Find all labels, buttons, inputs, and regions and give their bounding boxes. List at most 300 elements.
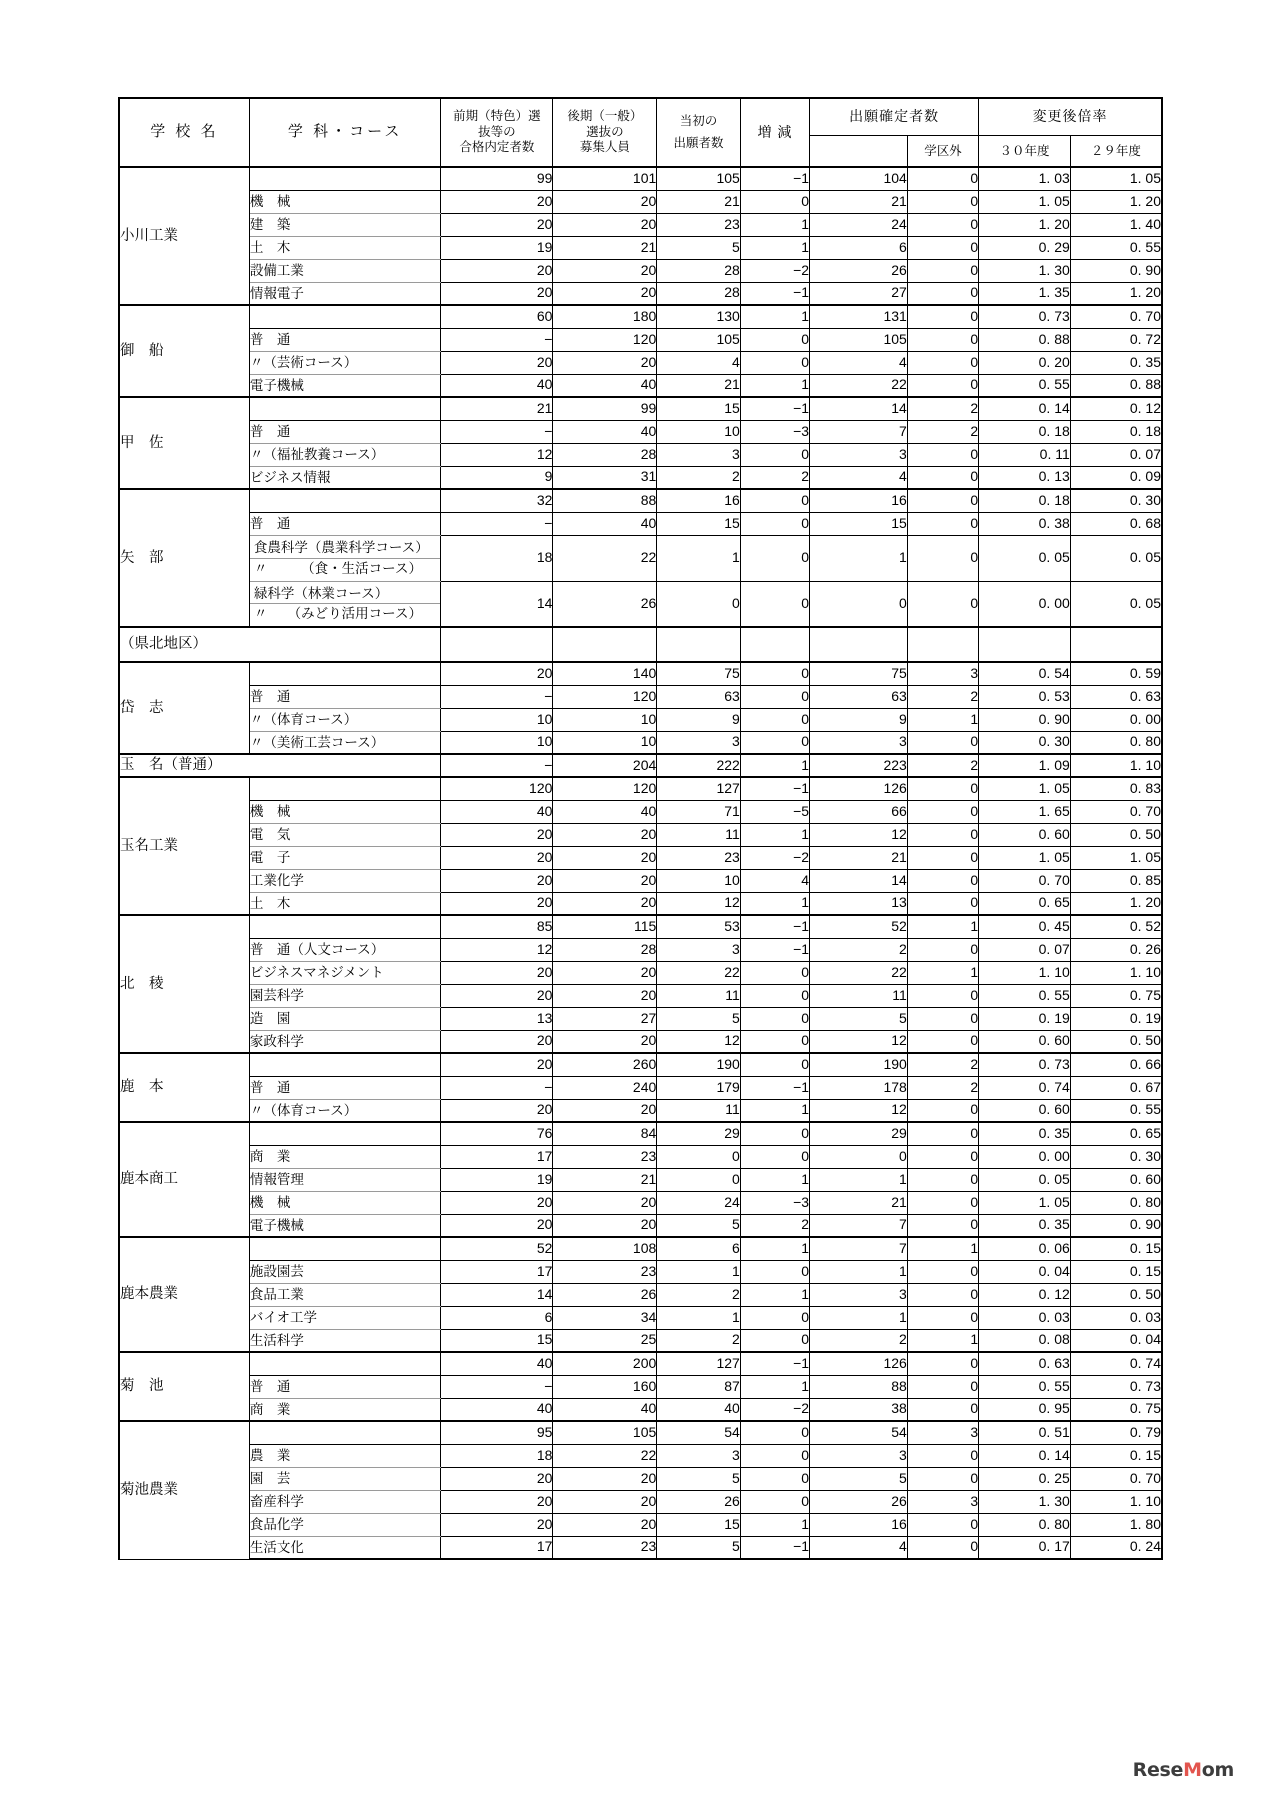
kouki-value: 20 [553, 892, 657, 915]
kouki-value: 101 [553, 167, 657, 190]
change-value: 1 [740, 823, 809, 846]
zenki-value: 19 [441, 1168, 553, 1191]
confirmed-value: 16 [810, 489, 908, 512]
ratio-h30-value: 0. 80 [979, 1513, 1071, 1536]
course-name-cell: 土 木 [249, 236, 440, 259]
kouki-value: 21 [553, 1168, 657, 1191]
zenki-value: 20 [441, 213, 553, 236]
region-blank-h30 [979, 627, 1071, 662]
ratio-h29-value: 0. 05 [1070, 581, 1162, 627]
course-name-cell: 〃（体育コース） [249, 708, 440, 731]
outside-district-value: 0 [907, 1536, 978, 1559]
region-blank-tousho [657, 627, 741, 662]
change-value: −1 [740, 938, 809, 961]
header-zenki: 前期（特色）選 抜等の 合格内定者数 [441, 98, 553, 167]
ratio-h29-value: 0. 73 [1070, 1375, 1162, 1398]
table-row [119, 1513, 1162, 1536]
change-value: 0 [740, 708, 809, 731]
initial-applicants-value: 0 [657, 1168, 741, 1191]
kouki-value: 26 [553, 1283, 657, 1306]
course-name-cell: 畜産科学 [249, 1490, 440, 1513]
school-total-course-blank [249, 1352, 440, 1375]
confirmed-value: 7 [810, 420, 908, 443]
ratio-h30-value: 1. 20 [979, 213, 1071, 236]
zenki-value: 14 [441, 581, 553, 627]
ratio-h29-value: 0. 65 [1070, 1122, 1162, 1145]
table-row [119, 1444, 1162, 1467]
table-row [119, 915, 1162, 938]
table-row [119, 1329, 1162, 1352]
ratio-h29-value: 0. 15 [1070, 1260, 1162, 1283]
kouki-value: 20 [553, 259, 657, 282]
course-name-cell: 普 通 [249, 1076, 440, 1099]
kouki-value: 23 [553, 1145, 657, 1168]
header-ratio-group: 変更後倍率 [979, 98, 1162, 136]
header-kouki: 後期（一般） 選抜の 募集人員 [553, 98, 657, 167]
table-row [119, 512, 1162, 535]
table-row [119, 662, 1162, 685]
course-name-cell: バイオ工学 [249, 1306, 440, 1329]
course-name-cell: 情報電子 [249, 282, 440, 305]
ratio-h29-value: 0. 19 [1070, 1007, 1162, 1030]
ratio-h29-value: 0. 90 [1070, 259, 1162, 282]
initial-applicants-value: 127 [657, 777, 741, 800]
confirmed-value: 126 [810, 777, 908, 800]
ratio-h29-value: 0. 88 [1070, 374, 1162, 397]
outside-district-value: 0 [907, 1398, 978, 1421]
confirmed-value: 104 [810, 167, 908, 190]
kouki-value: 31 [553, 466, 657, 489]
outside-district-value: 0 [907, 535, 978, 581]
table-row [119, 420, 1162, 443]
course-line-2: 〃 （みどり活用コース） [253, 606, 422, 622]
zenki-value: 10 [441, 708, 553, 731]
ratio-h29-value: 0. 18 [1070, 420, 1162, 443]
header-change: 増 減 [740, 98, 809, 167]
confirmed-value: 1 [810, 1168, 908, 1191]
table-row [119, 961, 1162, 984]
confirmed-value: 105 [810, 328, 908, 351]
school-name-cell: 菊 池 [119, 1352, 249, 1421]
initial-applicants-value: 2 [657, 1283, 741, 1306]
confirmed-value: 54 [810, 1421, 908, 1444]
initial-applicants-value: 6 [657, 1237, 741, 1260]
initial-applicants-value: 21 [657, 190, 741, 213]
zenki-value: 12 [441, 443, 553, 466]
initial-applicants-value: 23 [657, 213, 741, 236]
course-name-cell: 普 通（人文コース） [249, 938, 440, 961]
ratio-h30-value: 0. 14 [979, 397, 1071, 420]
course-name-cell: 園芸科学 [249, 984, 440, 1007]
outside-district-value: 0 [907, 938, 978, 961]
kouki-value: 204 [553, 754, 657, 777]
outside-district-value: 0 [907, 1513, 978, 1536]
change-value: −1 [740, 167, 809, 190]
outside-district-value: 0 [907, 800, 978, 823]
initial-applicants-value: 75 [657, 662, 741, 685]
change-value: 0 [740, 984, 809, 1007]
ratio-h30-value: 0. 14 [979, 1444, 1071, 1467]
school-name-cell: 岱 志 [119, 662, 249, 754]
initial-applicants-value: 23 [657, 846, 741, 869]
ratio-h29-value: 0. 68 [1070, 512, 1162, 535]
confirmed-value: 1 [810, 535, 908, 581]
school-total-course-blank [249, 1237, 440, 1260]
kouki-value: 20 [553, 846, 657, 869]
initial-applicants-value: 3 [657, 443, 741, 466]
kouki-value: 25 [553, 1329, 657, 1352]
initial-applicants-value: 24 [657, 1191, 741, 1214]
ratio-h29-value: 0. 60 [1070, 1168, 1162, 1191]
outside-district-value: 0 [907, 1099, 978, 1122]
initial-applicants-value: 2 [657, 466, 741, 489]
ratio-h29-value: 0. 50 [1070, 823, 1162, 846]
table-row [119, 1007, 1162, 1030]
kouki-value: 20 [553, 1513, 657, 1536]
zenki-value: 40 [441, 1398, 553, 1421]
school-total-course-blank [249, 1053, 440, 1076]
kouki-value: 20 [553, 869, 657, 892]
initial-applicants-value: 22 [657, 961, 741, 984]
confirmed-value: 223 [810, 754, 908, 777]
outside-district-value: 0 [907, 1444, 978, 1467]
change-value: 0 [740, 512, 809, 535]
ratio-h29-value: 0. 35 [1070, 351, 1162, 374]
initial-applicants-value: 3 [657, 1444, 741, 1467]
change-value: −1 [740, 397, 809, 420]
initial-applicants-value: 222 [657, 754, 741, 777]
course-name-cell: 建 築 [249, 213, 440, 236]
header-course-name: 学 科・コース [249, 98, 440, 167]
outside-district-value: 2 [907, 754, 978, 777]
outside-district-value: 0 [907, 351, 978, 374]
ratio-h29-value: 1. 20 [1070, 282, 1162, 305]
region-blank-kakutei [810, 627, 908, 662]
course-name-cell: 機 械 [249, 190, 440, 213]
change-value: 1 [740, 236, 809, 259]
ratio-h30-value: 0. 73 [979, 1053, 1071, 1076]
zenki-value: 20 [441, 662, 553, 685]
outside-district-value: 0 [907, 1030, 978, 1053]
confirmed-value: 12 [810, 1030, 908, 1053]
table-row [119, 328, 1162, 351]
zenki-value: 20 [441, 869, 553, 892]
school-total-course-blank [249, 305, 440, 328]
header-initial-applicants: 当初の 出願者数 [657, 98, 741, 167]
initial-applicants-value: 3 [657, 938, 741, 961]
change-value: 0 [740, 961, 809, 984]
confirmed-value: 2 [810, 1329, 908, 1352]
change-value: 2 [740, 466, 809, 489]
outside-district-value: 2 [907, 397, 978, 420]
table-row [119, 259, 1162, 282]
change-value: 1 [740, 892, 809, 915]
confirmed-value: 21 [810, 846, 908, 869]
header-row-1 [119, 98, 1162, 136]
kouki-value: 28 [553, 443, 657, 466]
change-value: −5 [740, 800, 809, 823]
course-name-cell: 工業化学 [249, 869, 440, 892]
outside-district-value: 0 [907, 1352, 978, 1375]
header-confirmed-applicants: 出願確定者数 [810, 98, 979, 136]
confirmed-value: 3 [810, 731, 908, 754]
kouki-value: 26 [553, 581, 657, 627]
ratio-h30-value: 1. 35 [979, 282, 1071, 305]
table-row [119, 1168, 1162, 1191]
ratio-h30-value: 0. 95 [979, 1398, 1071, 1421]
change-value: 1 [740, 213, 809, 236]
zenki-value: − [441, 1375, 553, 1398]
ratio-h30-value: 0. 04 [979, 1260, 1071, 1283]
outside-district-value: 3 [907, 1490, 978, 1513]
kouki-value: 240 [553, 1076, 657, 1099]
ratio-h30-value: 0. 51 [979, 1421, 1071, 1444]
table-row [119, 754, 1162, 777]
initial-applicants-value: 10 [657, 869, 741, 892]
outside-district-value: 0 [907, 984, 978, 1007]
zenki-value: 120 [441, 777, 553, 800]
kouki-value: 20 [553, 961, 657, 984]
table-row [119, 938, 1162, 961]
ratio-h29-value: 0. 79 [1070, 1421, 1162, 1444]
ratio-h29-value: 0. 15 [1070, 1444, 1162, 1467]
kouki-value: 105 [553, 1421, 657, 1444]
kouki-value: 200 [553, 1352, 657, 1375]
course-name-cell: ビジネスマネジメント [249, 961, 440, 984]
course-name-cell: 施設園芸 [249, 1260, 440, 1283]
ratio-h29-value: 0. 74 [1070, 1352, 1162, 1375]
change-value: 0 [740, 731, 809, 754]
school-name-cell: 鹿本商工 [119, 1122, 249, 1237]
ratio-h29-value: 0. 50 [1070, 1030, 1162, 1053]
ratio-h30-value: 0. 60 [979, 1030, 1071, 1053]
confirmed-value: 3 [810, 443, 908, 466]
initial-applicants-value: 63 [657, 685, 741, 708]
outside-district-value: 3 [907, 662, 978, 685]
table-row [119, 1076, 1162, 1099]
initial-applicants-value: 87 [657, 1375, 741, 1398]
course-name-cell: 土 木 [249, 892, 440, 915]
school-total-course-blank [249, 915, 440, 938]
zenki-value: 17 [441, 1536, 553, 1559]
ratio-h30-value: 0. 29 [979, 236, 1071, 259]
course-name-cell: 普 通 [249, 420, 440, 443]
initial-applicants-value: 130 [657, 305, 741, 328]
initial-applicants-value: 1 [657, 1306, 741, 1329]
change-value: 0 [740, 685, 809, 708]
zenki-value: 60 [441, 305, 553, 328]
initial-applicants-value: 40 [657, 1398, 741, 1421]
table-body [119, 167, 1162, 1559]
change-value: 1 [740, 1237, 809, 1260]
initial-applicants-value: 71 [657, 800, 741, 823]
zenki-value: 40 [441, 800, 553, 823]
table-row [119, 777, 1162, 800]
kouki-value: 84 [553, 1122, 657, 1145]
change-value: 4 [740, 869, 809, 892]
confirmed-value: 26 [810, 1490, 908, 1513]
ratio-h30-value: 0. 00 [979, 581, 1071, 627]
change-value: 1 [740, 305, 809, 328]
course-name-cell: 普 通 [249, 685, 440, 708]
kouki-value: 23 [553, 1536, 657, 1559]
initial-applicants-value: 0 [657, 581, 741, 627]
course-name-cell: 〃（美術工芸コース） [249, 731, 440, 754]
outside-district-value: 2 [907, 685, 978, 708]
ratio-h29-value: 0. 59 [1070, 662, 1162, 685]
outside-district-value: 0 [907, 443, 978, 466]
outside-district-value: 2 [907, 420, 978, 443]
initial-applicants-value: 5 [657, 1536, 741, 1559]
zenki-value: 12 [441, 938, 553, 961]
ratio-h29-value: 0. 70 [1070, 1467, 1162, 1490]
outside-district-value: 0 [907, 581, 978, 627]
table-row [119, 236, 1162, 259]
table-row [119, 1122, 1162, 1145]
ratio-h30-value: 0. 13 [979, 466, 1071, 489]
zenki-value: − [441, 328, 553, 351]
zenki-value: 14 [441, 1283, 553, 1306]
ratio-h29-value: 0. 80 [1070, 731, 1162, 754]
course-name-cell: 家政科学 [249, 1030, 440, 1053]
course-name-cell: 普 通 [249, 512, 440, 535]
initial-applicants-value: 127 [657, 1352, 741, 1375]
course-name-cell: 設備工業 [249, 259, 440, 282]
header-outside-district: 学区外 [907, 136, 978, 168]
confirmed-value: 88 [810, 1375, 908, 1398]
ratio-h30-value: 0. 35 [979, 1214, 1071, 1237]
outside-district-value: 2 [907, 1053, 978, 1076]
ratio-h29-value: 0. 26 [1070, 938, 1162, 961]
initial-applicants-value: 1 [657, 1260, 741, 1283]
header-year-h30: ３０年度 [979, 136, 1071, 168]
initial-applicants-value: 105 [657, 328, 741, 351]
confirmed-value: 131 [810, 305, 908, 328]
initial-applicants-value: 12 [657, 1030, 741, 1053]
ratio-h30-value: 0. 07 [979, 938, 1071, 961]
change-value: −1 [740, 777, 809, 800]
school-total-course-blank [249, 397, 440, 420]
change-value: 1 [740, 1513, 809, 1536]
table-row [119, 685, 1162, 708]
table-row [119, 1053, 1162, 1076]
initial-applicants-value: 15 [657, 1513, 741, 1536]
ratio-h29-value: 0. 30 [1070, 1145, 1162, 1168]
confirmed-value: 1 [810, 1306, 908, 1329]
zenki-value: 6 [441, 1306, 553, 1329]
table-row [119, 489, 1162, 512]
initial-applicants-value: 10 [657, 420, 741, 443]
table-row [119, 282, 1162, 305]
table-row [119, 869, 1162, 892]
ratio-h30-value: 0. 08 [979, 1329, 1071, 1352]
ratio-h29-value: 0. 80 [1070, 1191, 1162, 1214]
initial-applicants-value: 15 [657, 397, 741, 420]
change-value: 1 [740, 1375, 809, 1398]
table-row [119, 1375, 1162, 1398]
ratio-h30-value: 0. 60 [979, 823, 1071, 846]
kouki-value: 20 [553, 1099, 657, 1122]
ratio-h29-value: 1. 10 [1070, 1490, 1162, 1513]
course-name-cell: 〃（体育コース） [249, 1099, 440, 1122]
school-total-course-blank [249, 777, 440, 800]
initial-applicants-value: 1 [657, 535, 741, 581]
ratio-h30-value: 1. 65 [979, 800, 1071, 823]
course-name-cell: 商 業 [249, 1145, 440, 1168]
kouki-value: 108 [553, 1237, 657, 1260]
change-value: 2 [740, 1214, 809, 1237]
confirmed-value: 38 [810, 1398, 908, 1421]
confirmed-value: 13 [810, 892, 908, 915]
zenki-value: 20 [441, 1191, 553, 1214]
outside-district-value: 0 [907, 374, 978, 397]
outside-district-value: 0 [907, 731, 978, 754]
header-year-h29: ２９年度 [1070, 136, 1162, 168]
confirmed-value: 22 [810, 374, 908, 397]
kouki-value: 20 [553, 823, 657, 846]
change-value: 0 [740, 1145, 809, 1168]
course-name-cell: 生活文化 [249, 1536, 440, 1559]
ratio-h30-value: 0. 88 [979, 328, 1071, 351]
zenki-value: 76 [441, 1122, 553, 1145]
confirmed-value: 21 [810, 190, 908, 213]
kouki-value: 260 [553, 1053, 657, 1076]
zenki-value: 9 [441, 466, 553, 489]
kouki-value: 40 [553, 374, 657, 397]
ratio-h29-value: 0. 85 [1070, 869, 1162, 892]
ratio-h30-value: 1. 03 [979, 167, 1071, 190]
ratio-h29-value: 0. 05 [1070, 535, 1162, 581]
ratio-h30-value: 0. 17 [979, 1536, 1071, 1559]
course-name-cell: 〃（福祉教養コース） [249, 443, 440, 466]
zenki-value: 17 [441, 1145, 553, 1168]
ratio-h30-value: 0. 70 [979, 869, 1071, 892]
region-blank-zougen [740, 627, 809, 662]
confirmed-value: 63 [810, 685, 908, 708]
ratio-h29-value: 1. 40 [1070, 213, 1162, 236]
ratio-h30-value: 0. 55 [979, 984, 1071, 1007]
change-value: 0 [740, 662, 809, 685]
change-value: −2 [740, 846, 809, 869]
ratio-h29-value: 0. 00 [1070, 708, 1162, 731]
course-name-cell: 生活科学 [249, 1329, 440, 1352]
confirmed-value: 3 [810, 1444, 908, 1467]
table-row [119, 1260, 1162, 1283]
kouki-value: 20 [553, 1030, 657, 1053]
kouki-value: 120 [553, 685, 657, 708]
course-name-cell: 〃（芸術コース） [249, 351, 440, 374]
change-value: 0 [740, 1421, 809, 1444]
outside-district-value: 0 [907, 512, 978, 535]
zenki-value: − [441, 1076, 553, 1099]
initial-applicants-value: 5 [657, 1467, 741, 1490]
outside-district-value: 0 [907, 1467, 978, 1490]
confirmed-value: 66 [810, 800, 908, 823]
initial-applicants-value: 11 [657, 984, 741, 1007]
initial-applicants-value: 5 [657, 1007, 741, 1030]
initial-applicants-value: 4 [657, 351, 741, 374]
kouki-value: 115 [553, 915, 657, 938]
initial-applicants-value: 179 [657, 1076, 741, 1099]
confirmed-value: 27 [810, 282, 908, 305]
zenki-value: 18 [441, 535, 553, 581]
change-value: 0 [740, 581, 809, 627]
change-value: 0 [740, 1444, 809, 1467]
table-row [119, 581, 1162, 627]
outside-district-value: 0 [907, 259, 978, 282]
kouki-value: 120 [553, 328, 657, 351]
change-value: 0 [740, 328, 809, 351]
